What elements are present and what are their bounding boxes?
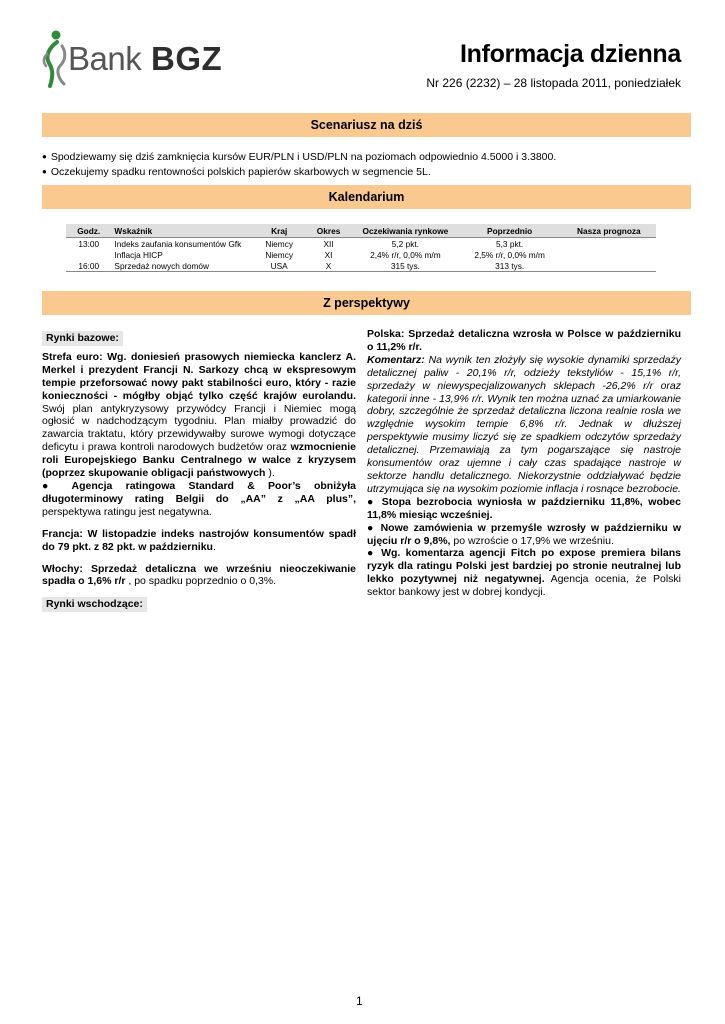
table-row	[66, 260, 656, 272]
cell-forecast	[562, 238, 656, 250]
cell-time	[66, 249, 111, 260]
section-heading: Kalendarium	[328, 190, 405, 204]
column-header: Okres	[304, 224, 353, 238]
column-header: Kraj	[254, 224, 303, 238]
calendar-table	[66, 224, 656, 272]
column-header: Oczekiwania rynkowe	[353, 224, 457, 238]
paragraph-polska	[367, 328, 681, 354]
bullet-item: ● Spodziewamy się dziś zamknięcia kursów EUR/PLN i USD/PLN na poziomach odpowiednio 4.5000 i 3.3800.	[42, 150, 556, 165]
bold-text: ● Agencja ratingowa Standard & Poor’s obniżyła długoterminowy rating Belgii do „AA” z „AA plus”,	[42, 479, 356, 505]
bullet-item: ● Oczekujemy spadku rentowności polskich papierów skarbowych w segmencie 5L.	[42, 165, 556, 180]
cell-forecast	[562, 249, 656, 260]
bold-text: wzmocnienie roli Europejskiego Banku Centralnego w walce z kryzysem (poprzez skupowanie obligacji państwowych	[42, 441, 356, 480]
body-text: po wzroście o 17,9% we wrześniu.	[450, 534, 614, 547]
cell-forecast	[562, 260, 656, 272]
paragraph-fitch	[367, 547, 681, 599]
table-header-row	[66, 224, 656, 238]
bold-text: ● Nowe zamówienia w przemyśle wzrosły w październiku w ujęciu r/r o 9,8%,	[367, 521, 681, 547]
cell-indicator: Sprzedaż nowych domów	[111, 260, 254, 272]
section-heading: Z perspektywy	[323, 296, 410, 310]
body-text: .	[212, 540, 216, 553]
cell-indicator: Indeks zaufania konsumentów Gfk	[114, 238, 242, 249]
table-row	[66, 238, 656, 250]
bold-text: Polska: Sprzedaż detaliczna wzrosła w Polsce w październiku o 11,2% r/r.	[367, 328, 681, 353]
komentarz-label: Komentarz:	[367, 353, 425, 366]
cell-period: X	[304, 260, 353, 272]
column-header: Poprzednio	[458, 224, 562, 238]
bold-text: Francja: W listopadzie indeks nastrojów konsumentów spadł do 79 pkt. z 82 pkt. w październiku	[42, 527, 356, 553]
paragraph-sp-rating	[42, 480, 356, 519]
paragraph-francja	[42, 528, 356, 554]
body-text: Agencja ocenia, że Polski sektor bankowy jest w dobrej kondycji.	[367, 573, 681, 599]
cell-country: USA	[254, 260, 303, 272]
body-text: perspektywa ratingu jest negatywna.	[42, 505, 212, 518]
column-header: Godz.	[66, 224, 111, 238]
paragraph-komentarz	[367, 354, 681, 496]
logo-bgz-text: BGZ	[151, 40, 223, 77]
table-row	[66, 249, 656, 260]
cell-time: 16:00	[66, 260, 111, 272]
section-band-kalendarium	[42, 185, 691, 209]
paragraph-strefa-euro	[42, 351, 356, 480]
scenario-bullets	[42, 150, 556, 180]
cell-previous: 313 tys.	[458, 260, 562, 272]
cell-previous: 2,5% r/r, 0,0% m/m	[474, 249, 545, 260]
body-text: ).	[265, 467, 275, 480]
column-header: Nasza prognoza	[562, 224, 656, 238]
body-text: Swój plan antykryzysowy przywódcy Francji i Niemiec mogą ogłosić w nadchodzącym tygodniu. Plan miałby prowadzić do zawarcia traktatu, który przewidywałby surowe wymogi dotyczące deficytu i prawa kontroli narodowych budżetów oraz	[42, 402, 356, 454]
paragraph-wlochy	[42, 563, 356, 589]
cell-period: XII	[323, 238, 334, 249]
column-header: Wskaźnik	[111, 224, 254, 238]
cell-time: 13:00	[78, 238, 100, 249]
italic-text: Na wynik ten złożyły się wysokie dynamiki sprzedaży detalicznej paliw - 20,1% r/r, odzieży tekstyliów - 15,1% r/r, sprzedaży w niewyspecjalizowanych sklepach -26,2% r/r oraz kategorii inne - 13,9% r/r. Wynik ten można uznać za umiarkowanie dobry, szczególnie że sprzedaż detaliczna liczona realnie rosła we względnie wysokim tempie 6,8% r/r. Jednak w dłuższej perspektywie musimy liczyć się ze spadkiem odczytów sprzedaży detalicznej. Przemawiają za tym pogarszające się nastroje konsumentów oraz ujemne i cały czas spadające nastroje w sektorze handlu detalicznego. Niekorzystnie oddziaływać będzie utrzymująca się na wysokim poziomie inflacja i rosnące bezrobocie.	[367, 353, 681, 495]
cell-previous: 5,3 pkt.	[496, 238, 524, 249]
cell-indicator: Inflacja HICP	[114, 249, 163, 260]
cell-period: XI	[324, 249, 333, 260]
paragraph-stopa-bezrobocia	[367, 496, 681, 522]
left-column	[42, 331, 356, 617]
right-column	[367, 328, 681, 599]
logo-figure-icon	[40, 30, 70, 90]
cell-country: Niemcy	[265, 238, 294, 249]
cell-expectations: 2,4% r/r, 0,0% m/m	[370, 249, 441, 260]
section-band-scenariusz	[42, 113, 691, 137]
body-text: , po spadku poprzednio o 0,3%.	[125, 575, 277, 588]
tag-rynki-wschodzace: Rynki wschodzące:	[42, 597, 147, 612]
cell-expectations: 315 tys.	[353, 260, 457, 272]
bank-logo	[40, 30, 230, 90]
bold-text: Strefa euro: Wg. doniesień prasowych niemiecka kanclerz A. Merkel i prezydent Francji N. Sarkozy chcą w ekspresowym tempie przeforsować nowy pakt stabilności euro, który - razie konieczności - mógłby objąć tylko część krajów eurolandu.	[42, 350, 356, 402]
cell-expectations: 5,2 pkt.	[391, 238, 419, 249]
page-title: Informacja dzienna	[459, 40, 681, 68]
paragraph-zamowienia	[367, 522, 681, 548]
bold-text: ● Wg. komentarza agencji Fitch po expose premiera bilans ryzyk dla ratingu Polski jest bardziej po stronie neutralnej lub lekko pozytywnej niż negatywnej.	[367, 547, 681, 586]
bold-text: ● Stopa bezrobocia wyniosła w październiku 11,8%, wobec 11,8% miesiąc wcześniej.	[367, 495, 681, 521]
bold-text: Włochy: Sprzedaż detaliczna we wrześniu nieoczekiwanie spadła o 1,6% r/r	[42, 562, 356, 588]
section-heading: Scenariusz na dziś	[310, 118, 423, 132]
tag-rynki-bazowe: Rynki bazowe:	[42, 331, 123, 346]
logo-bank-text: Bank	[68, 40, 142, 77]
page-number: 1	[356, 994, 363, 1008]
cell-country: Niemcy	[265, 249, 294, 260]
issue-line: Nr 226 (2232) – 28 listopada 2011, poniedziałek	[426, 76, 681, 90]
section-band-perspektywy	[42, 291, 691, 315]
